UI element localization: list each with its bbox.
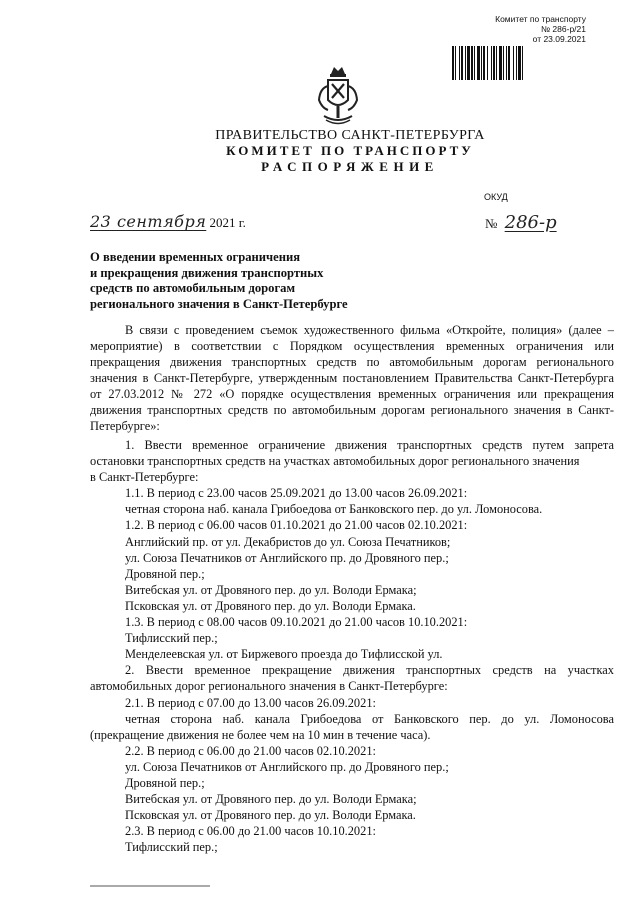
date-year: 2021 г.	[209, 215, 246, 230]
barcode-bar	[496, 46, 497, 80]
coat-of-arms-emblem	[316, 64, 360, 128]
body-line: остановки транспортных средств на участках автомобильных дорог регионального значения	[90, 454, 580, 469]
body-line: Псковская ул. от Дровяного пер. до ул. Володи Ермака.	[125, 598, 416, 613]
body-line: Дровяной пер.;	[125, 566, 205, 581]
title-line: О введении временных ограничения	[90, 250, 301, 264]
barcode-bar	[455, 46, 456, 80]
barcode	[452, 46, 582, 80]
handwritten-number: 286-р	[504, 212, 557, 233]
barcode-bar	[493, 46, 495, 80]
body-line: 1.1. В период с 23.00 часов 25.09.2021 до 13.00 часов 26.09.2021:	[125, 486, 468, 501]
title-line: регионального значения в Санкт-Петербурге	[90, 296, 348, 311]
body-line: Тифлисский пер.;	[125, 631, 218, 646]
barcode-bar	[459, 46, 460, 80]
barcode-bar	[503, 46, 504, 80]
body-line: Менделеевская ул. от Биржевого проезда до Тифлисской ул.	[125, 647, 443, 662]
body-line: 2.2. В период с 06.00 до 21.00 часов 02.10.2021:	[125, 743, 376, 758]
body-line: ул. Союза Печатников от Английского пр. до Дровяного пер.;	[125, 759, 449, 774]
handwritten-date: 23 сентября	[90, 212, 207, 231]
body-line: четная сторона наб. канала Грибоедова от Банковского пер. до ул. Ломоносова.	[125, 502, 543, 517]
stamp-date: от 23.09.2021	[532, 34, 586, 44]
barcode-bar	[461, 46, 463, 80]
barcode-bar	[477, 46, 480, 80]
body-line: Дровяной пер.;	[125, 775, 205, 790]
registration-stamp	[452, 14, 586, 44]
body-line: 1.2. В период с 06.00 часов 01.10.2021 до 21.00 часов 02.10.2021:	[125, 518, 468, 533]
body-line: четная сторона наб. канала Грибоедова от Банковского пер. до ул. Ломоносова	[125, 711, 614, 726]
okud-label: ОКУД	[484, 192, 508, 202]
barcode-bar	[474, 46, 475, 80]
body-line: 2.3. В период с 06.00 до 21.00 часов 10.10.2021:	[125, 824, 376, 839]
barcode-bar	[465, 46, 466, 80]
barcode-bar	[506, 46, 507, 80]
document-date	[90, 212, 246, 231]
stamp-committee: Комитет по транспорту	[495, 14, 586, 24]
barcode-bar	[467, 46, 470, 80]
body-line: ул. Союза Печатников от Английского пр. до Дровяного пер.;	[125, 550, 449, 565]
barcode-bar	[522, 46, 523, 80]
order-body	[90, 437, 614, 855]
barcode-bar	[499, 46, 502, 80]
barcode-bar	[471, 46, 473, 80]
body-line: Витебская ул. от Дровяного пер. до ул. Володи Ермака;	[125, 792, 417, 807]
committee-heading: КОМИТЕТ ПО ТРАНСПОРТУ	[226, 143, 474, 158]
body-line: Английский пр. от ул. Декабристов до ул. Союза Печатников;	[125, 534, 451, 549]
body-line: (прекращение движения не более чем на 10 мин в течение часа).	[90, 727, 431, 742]
barcode-bar	[518, 46, 521, 80]
barcode-bar	[483, 46, 485, 80]
body-line: 2.1. В период с 07.00 до 13.00 часов 26.09.2021:	[125, 695, 376, 710]
document-number	[485, 212, 557, 233]
barcode-bar	[516, 46, 517, 80]
document-type-heading: РАСПОРЯЖЕНИЕ	[261, 159, 439, 174]
body-line: 1.3. В период с 08.00 часов 09.10.2021 до 21.00 часов 10.10.2021:	[125, 615, 468, 630]
body-line: 1. Ввести временное ограничение движения транспортных средств путем запрета	[125, 438, 614, 452]
preamble-paragraph: В связи с проведением съемок художественного фильма «Откройте, полиция» (далее – мероприятие) в соответствии с Порядком осуществления временных ограничения или прекращения движения транспортных средств по автомобильным дорогам регионального значения в Санкт-Петербурге, утвержденным постановлением Правительства Санкт-Петербурга от 27.03.2012 № 272 «О порядке осуществления временных ограничения или прекращения движения транспортных средств по автомобильным дорогам регионального значения в Санкт-Петербурге»:	[90, 323, 614, 433]
number-sign: №	[485, 216, 498, 231]
body-line: Витебская ул. от Дровяного пер. до ул. Володи Ермака;	[125, 582, 417, 597]
barcode-bar	[487, 46, 488, 80]
body-line: Псковская ул. от Дровяного пер. до ул. Володи Ермака.	[125, 808, 416, 823]
body-line: в Санкт-Петербурге:	[90, 470, 199, 485]
title-line: средств по автомобильным дорогам	[90, 281, 296, 295]
barcode-bar	[513, 46, 514, 80]
body-line: Тифлисский пер.;	[125, 840, 218, 855]
stamp-number: № 286-р/21	[540, 24, 586, 34]
barcode-bar	[481, 46, 482, 80]
barcode-bar	[491, 46, 492, 80]
page-bottom-mark	[90, 885, 210, 887]
barcode-bar	[508, 46, 510, 80]
document-title	[90, 250, 348, 312]
body-line: 2. Ввести временное прекращение движения транспортных средств на участках	[125, 663, 614, 678]
barcode-bar	[452, 46, 454, 80]
body-line: автомобильных дорог регионального значения в Санкт-Петербурге:	[90, 679, 448, 694]
title-line: и прекращения движения транспортных	[90, 265, 324, 280]
government-heading: ПРАВИТЕЛЬСТВО САНКТ-ПЕТЕРБУРГА	[215, 128, 485, 143]
